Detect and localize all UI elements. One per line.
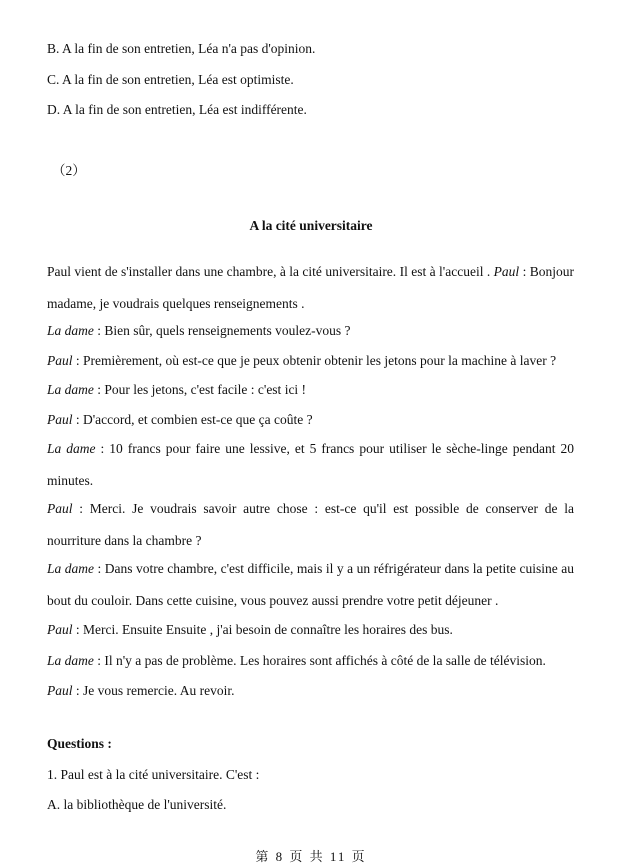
option-c: C. A la fin de son entretien, Léa est optimiste. [47,72,294,87]
dialogue-line [47,404,574,436]
questions-heading: Questions : [47,736,112,751]
dialogue-text: : Bien sûr, quels renseignements voulez-vous ? [93,323,351,338]
speaker-name: Paul [47,412,73,427]
dialogue-line [47,374,574,406]
speaker-name: Paul [47,501,73,516]
dialogue-text: : Je vous remercie. Au revoir. [72,683,235,698]
speaker-name: La dame [47,561,94,576]
dialogue-text: : Dans votre chambre, c'est difficile, mais il y a un réfrigérateur dans la petite cuisine au bout du couloir. Dans cette cuisine, vous pouvez aussi prendre votre petit déjeuner . [47,561,574,608]
section-number: （2） [52,163,86,178]
speaker-name: Paul [493,264,520,279]
page-footer: 第 8 页 共 11 页 [255,849,367,864]
option-b: B. A la fin de son entretien, Léa n'a pas d'opinion. [47,41,316,56]
dialogue-line [47,315,574,347]
dialogue-text: : Pour les jetons, c'est facile : c'est ici ! [93,382,307,397]
dialogue-line [47,614,574,646]
dialogue-line [47,433,574,497]
intro-paragraph [47,256,574,320]
dialogue-text: : Premièrement, où est-ce que je peux obtenir obtenir les jetons pour la machine à laver ? [72,353,557,368]
answer-a: A. la bibliothèque de l'université. [47,797,227,812]
speaker-name: La dame [47,441,96,456]
speaker-name: La dame [47,382,94,397]
intro-text: Paul vient de s'installer dans une chambre, à la cité universitaire. Il est à l'accueil . [47,264,494,279]
speaker-name: Paul [47,683,73,698]
dialogue-text: : Merci. Ensuite Ensuite , j'ai besoin de connaître les horaires des bus. [72,622,453,637]
passage-title: A la cité universitaire [249,218,373,233]
dialogue-text: : Il n'y a pas de problème. Les horaires sont affichés à côté de la salle de télévision. [93,653,546,668]
dialogue-line [47,493,574,557]
dialogue-line [47,645,574,677]
speaker-name: Paul [47,622,73,637]
intro-text-continued: : Bonjour madame, je voudrais quelques renseignements . [47,264,574,311]
question-1: 1. Paul est à la cité universitaire. C'est : [47,767,260,782]
dialogue-line [47,675,574,707]
dialogue-line [47,553,574,617]
dialogue-line [47,345,574,377]
dialogue-text: : Merci. Je voudrais savoir autre chose : est-ce qu'il est possible de conserver de la nourriture dans la chambre ? [47,501,574,548]
dialogue-text: : D'accord, et combien est-ce que ça coûte ? [72,412,313,427]
speaker-name: La dame [47,323,94,338]
option-d: D. A la fin de son entretien, Léa est indifférente. [47,102,307,117]
dialogue-text: : 10 francs pour faire une lessive, et 5 francs pour utiliser le sèche-linge pendant 20 minutes. [47,441,575,488]
speaker-name: Paul [47,353,73,368]
speaker-name: La dame [47,653,94,668]
